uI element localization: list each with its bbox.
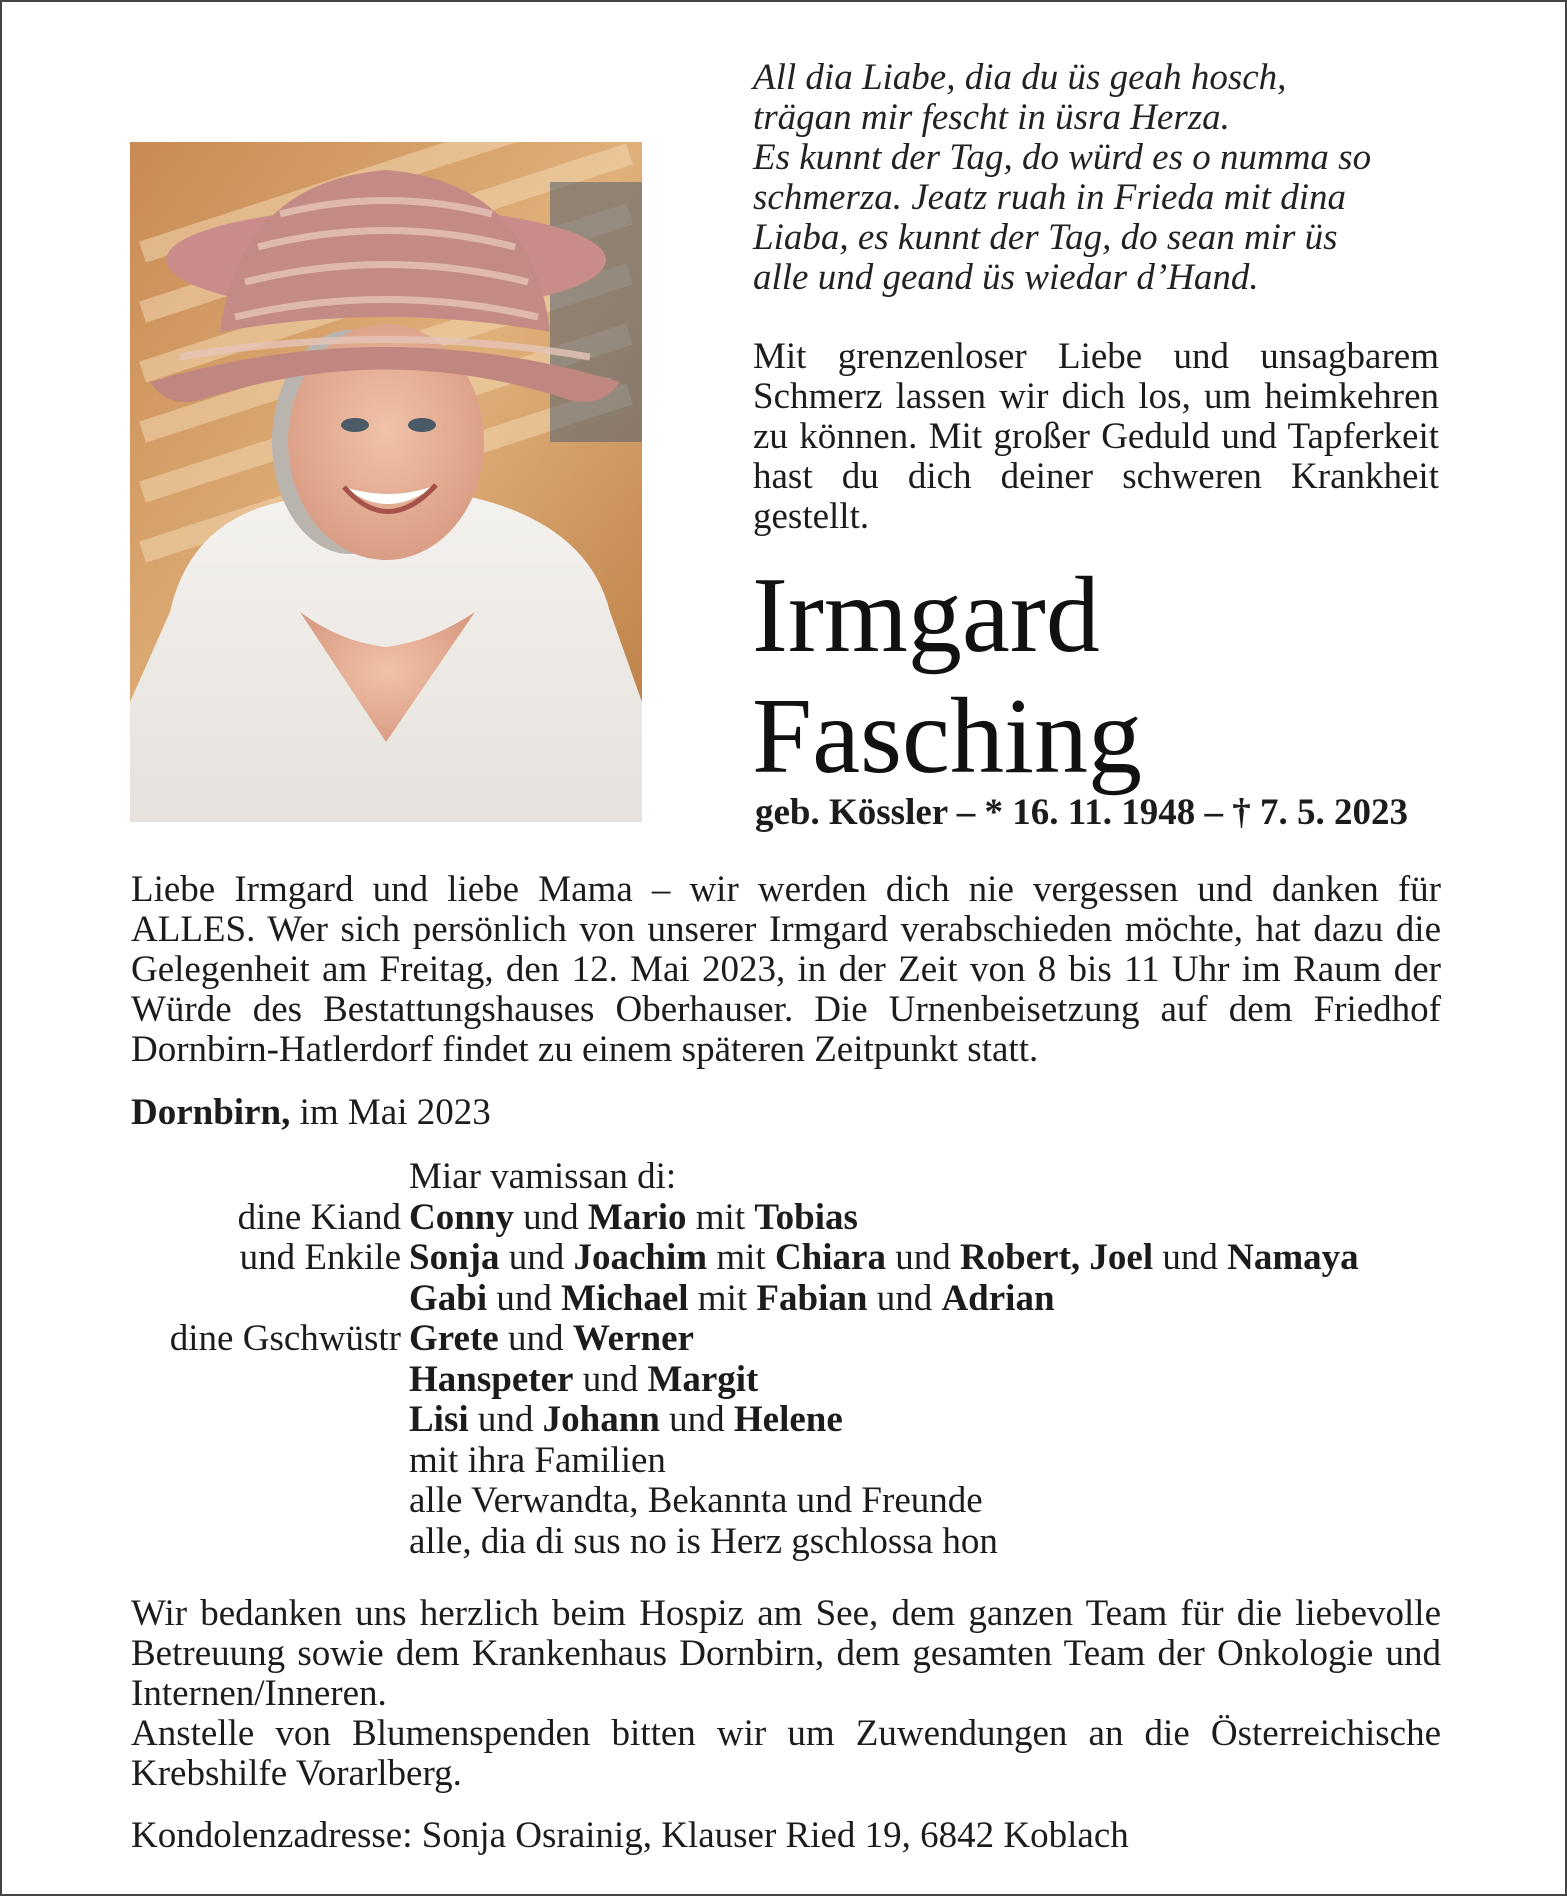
connector-text: und bbox=[659, 1399, 734, 1440]
poem bbox=[753, 58, 1453, 298]
mourner-name: Fabian bbox=[756, 1277, 868, 1319]
mourner-name: Gabi bbox=[409, 1277, 488, 1319]
mourner-row bbox=[131, 1400, 1461, 1441]
connector-text: und bbox=[513, 1196, 588, 1238]
connector-text: und bbox=[573, 1358, 648, 1400]
mourner-relation-label bbox=[131, 1441, 409, 1482]
connector-text: alle, dia di sus no is Herz gschlossa hon bbox=[409, 1520, 998, 1562]
mourner-relation-label bbox=[131, 1360, 409, 1401]
mourner-relation-label bbox=[131, 1400, 409, 1441]
poem-line: All dia Liabe, dia du üs geah hosch, bbox=[753, 57, 1287, 98]
mourner-name: Lisi bbox=[409, 1399, 469, 1440]
connector-text: und bbox=[867, 1277, 942, 1319]
place-city: Dornbirn, bbox=[131, 1092, 291, 1133]
mourner-row bbox=[131, 1522, 1461, 1563]
mourner-name: Hanspeter bbox=[409, 1358, 574, 1400]
mourner-names bbox=[409, 1522, 998, 1563]
mourner-name: Werner bbox=[572, 1318, 694, 1359]
mourner-names bbox=[409, 1481, 983, 1522]
last-name: Fasching bbox=[752, 677, 1142, 796]
birth-death-details: geb. Kössler – * 16. 11. 1948 – † 7. 5. 2023 bbox=[755, 792, 1408, 833]
mourner-name: Tobias bbox=[754, 1196, 858, 1238]
mourner-row bbox=[131, 1198, 1461, 1239]
mourner-row bbox=[131, 1441, 1461, 1482]
mourner-name: Michael bbox=[561, 1277, 689, 1319]
mourner-rows bbox=[131, 1198, 1461, 1563]
connector-text: und bbox=[487, 1277, 562, 1319]
donation-paragraph: Anstelle von Blumenspenden bitten wir um Zuwendungen an die Österreichische Krebshilfe Vorarlberg. bbox=[131, 1713, 1441, 1794]
connector-text: und bbox=[1153, 1237, 1228, 1278]
mourner-relation-label: dine Gschwüstr bbox=[169, 1318, 401, 1359]
mourners-heading-row bbox=[131, 1157, 1461, 1198]
mourner-row bbox=[131, 1238, 1461, 1279]
poem-line: alle und geand üs wiedar d’Hand. bbox=[753, 257, 1259, 298]
mourner-relation-label bbox=[131, 1522, 409, 1563]
connector-text: mit ihra Familien bbox=[409, 1439, 666, 1481]
mourner-names bbox=[409, 1198, 858, 1239]
mourner-names bbox=[409, 1279, 1055, 1320]
mourner-row bbox=[131, 1279, 1461, 1320]
connector-text: alle Verwandta, Bekannta und Freunde bbox=[409, 1480, 983, 1521]
thanks-section bbox=[131, 1594, 1441, 1794]
mourner-name: Helene bbox=[733, 1399, 843, 1440]
poem-line: trägan mir fescht in üsra Herza. bbox=[753, 97, 1230, 138]
mourner-name: Grete bbox=[409, 1318, 499, 1359]
mourner-relation-label: und Enkile bbox=[239, 1237, 401, 1278]
mourner-relation-label: dine Kiand bbox=[237, 1196, 401, 1238]
deceased-name bbox=[752, 555, 1142, 797]
mourner-name: Joachim bbox=[573, 1237, 708, 1278]
main-paragraph: Liebe Irmgard und liebe Mama – wir werden dich nie vergessen und danken für ALLES. Wer sich persönlich von unserer Irmgard verabschieden möchte, hat dazu die Gelegenheit am Freitag, den 12. Mai 2023, in der Zeit von 8 bis 11 Uhr im Raum der Würde des Bestattungshauses Oberhauser. Die Urnenbeisetzung auf dem Friedhof Dornbirn-Hatlerdorf findet zu einem späteren Zeitpunkt statt. bbox=[131, 869, 1441, 1070]
thanks-paragraph: Wir bedanken uns herzlich beim Hospiz am See, dem ganzen Team für die liebevolle Betreuung sowie dem Krankenhaus Dornbirn, dem gesamten Team der Onkologie und Internen/Inneren. bbox=[131, 1593, 1441, 1714]
mourner-name: Margit bbox=[647, 1358, 759, 1400]
poem-line: schmerza. Jeatz ruah in Frieda mit dina bbox=[753, 177, 1346, 218]
mourner-name: Robert, Joel bbox=[959, 1237, 1154, 1278]
mourner-names bbox=[409, 1319, 694, 1360]
mourner-row bbox=[131, 1481, 1461, 1522]
intro-paragraph: Mit grenzenloser Liebe und unsagbarem Schmerz lassen wir dich los, um heimkehren zu können. Mit großer Geduld und Tapferkeit hast du dich deiner schweren Krankheit gestellt. bbox=[753, 336, 1439, 537]
mourners-list bbox=[131, 1157, 1461, 1562]
mourner-names bbox=[409, 1400, 843, 1441]
mourner-row bbox=[131, 1319, 1461, 1360]
portrait-photo bbox=[130, 142, 642, 822]
mourner-name: Namaya bbox=[1227, 1237, 1359, 1278]
condolence-address: Kondolenzadresse: Sonja Osrainig, Klauser Ried 19, 6842 Koblach bbox=[131, 1815, 1129, 1856]
connector-text: und bbox=[885, 1237, 960, 1278]
mourner-relation-label bbox=[131, 1279, 409, 1320]
mourner-name: Johann bbox=[542, 1399, 660, 1440]
mourners-heading: Miar vamissan di: bbox=[409, 1156, 677, 1197]
mourner-name: Chiara bbox=[774, 1237, 886, 1278]
connector-text: mit bbox=[707, 1237, 775, 1278]
connector-text: und bbox=[498, 1318, 573, 1359]
connector-text: mit bbox=[686, 1196, 755, 1238]
mourner-row bbox=[131, 1360, 1461, 1401]
connector-text: und bbox=[468, 1399, 543, 1440]
mourner-relation-label bbox=[131, 1481, 409, 1522]
mourner-names bbox=[409, 1441, 666, 1482]
place-date-text: im Mai 2023 bbox=[299, 1092, 491, 1133]
mourner-names bbox=[409, 1360, 758, 1401]
first-name: Irmgard bbox=[752, 556, 1100, 675]
connector-text: und bbox=[499, 1237, 574, 1278]
mourner-name: Sonja bbox=[409, 1237, 500, 1278]
poem-line: Es kunnt der Tag, do würd es o numma so bbox=[753, 137, 1372, 178]
connector-text: mit bbox=[688, 1277, 757, 1319]
mourner-name: Adrian bbox=[941, 1277, 1055, 1319]
mourner-name: Mario bbox=[587, 1196, 687, 1238]
mourner-name: Conny bbox=[409, 1196, 514, 1238]
poem-line: Liaba, es kunnt der Tag, do sean mir üs bbox=[753, 217, 1338, 258]
place-date bbox=[131, 1093, 491, 1133]
mourner-names bbox=[409, 1238, 1359, 1279]
